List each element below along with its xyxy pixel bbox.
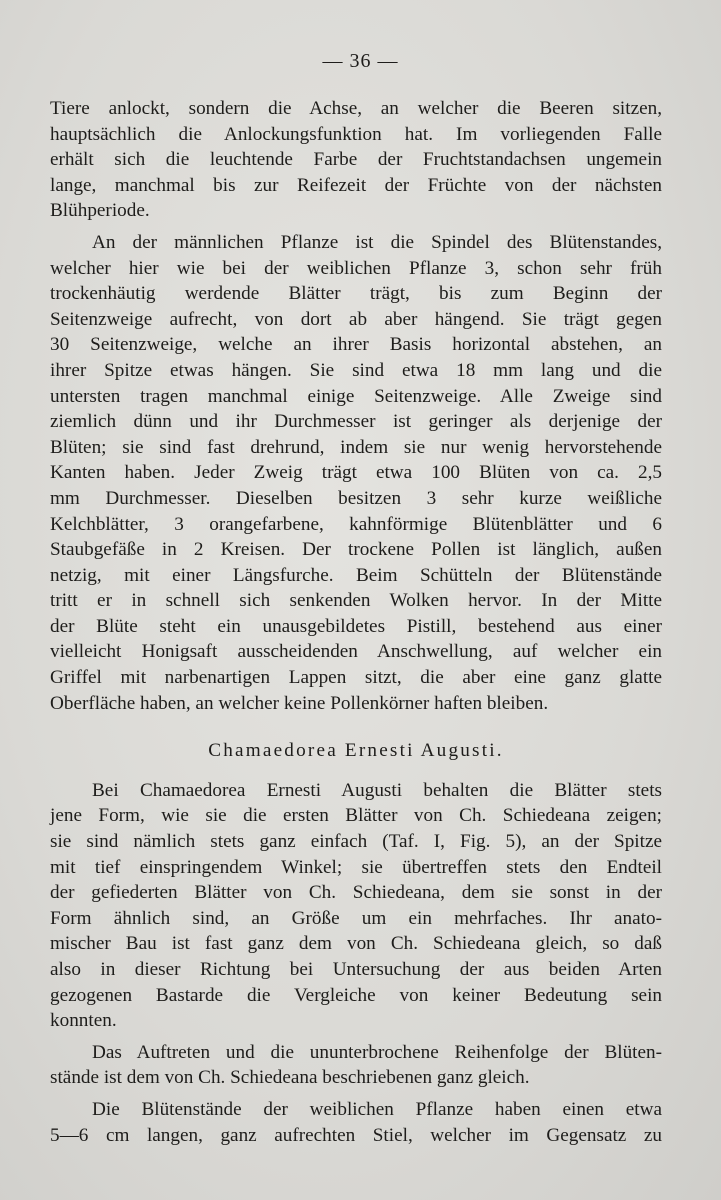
- text-line: erhält sich die leuchtende Farbe der Fruchtstandachsen ungemein: [50, 149, 662, 171]
- text-line: ziemlich dünn und ihr Durchmesser ist geringer als derjenige der: [50, 411, 662, 433]
- text-line: Form ähnlich sind, an Größe um ein mehrfaches. Ihr anato-: [50, 907, 662, 929]
- text-line: Griffel mit narbenartigen Lappen sitzt, die aber eine ganz glatte: [50, 667, 662, 689]
- text-line: trockenhäutig werdende Blätter trägt, bis zum Beginn der: [50, 283, 662, 305]
- text-line: Blühperiode.: [50, 200, 150, 222]
- text-line: untersten tragen manchmal einige Seitenzweige. Alle Zweige sind: [50, 385, 662, 407]
- text-line: Kanten haben. Jeder Zweig trägt etwa 100 Blüten von ca. 2,5: [50, 462, 662, 484]
- text-line: jene Form, wie sie die ersten Blätter von Ch. Schiedeana zeigen;: [50, 805, 662, 827]
- paragraph-p5: [50, 1097, 662, 1148]
- text-line: 5—6 cm langen, ganz aufrechten Stiel, welcher im Gegensatz zu: [50, 1124, 662, 1146]
- text-line: also in dieser Richtung bei Untersuchung der aus beiden Arten: [50, 959, 662, 980]
- text-line: Seitenzweige aufrecht, von dort ab aber hängend. Sie trägt gegen: [50, 308, 662, 330]
- text-line: stände ist dem von Ch. Schiedeana beschriebenen ganz gleich.: [50, 1067, 530, 1089]
- body-text: [50, 96, 662, 1148]
- text-line: mischer Bau ist fast ganz dem von Ch. Schiedeana gleich, so daß: [50, 933, 662, 955]
- paragraph-p3: [50, 778, 662, 1034]
- page-number: — 36 —: [322, 50, 399, 72]
- text-line: welcher hier wie bei der weiblichen Pflanze 3, schon sehr früh: [50, 257, 662, 279]
- text-line: Blüten; sie sind fast drehrund, indem sie nur wenig hervorstehende: [50, 436, 662, 458]
- paragraph-p2: [50, 230, 662, 716]
- text-line: vielleicht Honigsaft ausscheidenden Anschwellung, auf welcher ein: [50, 641, 662, 663]
- text-line: Kelchblätter, 3 orangefarbene, kahnförmige Blütenblätter und 6: [50, 513, 662, 535]
- text-line: der gefiederten Blätter von Ch. Schiedeana, dem sie sonst in der: [50, 882, 662, 904]
- text-line: Oberfläche haben, an welcher keine Pollenkörner haften bleiben.: [50, 692, 549, 714]
- text-line: mm Durchmesser. Dieselben besitzen 3 sehr kurze weißliche: [50, 487, 662, 509]
- text-line: ihrer Spitze etwas hängen. Sie sind etwa 18 mm lang und die: [50, 359, 662, 381]
- text-line: Bei Chamaedorea Ernesti Augusti behalten die Blätter stets: [92, 779, 662, 801]
- text-line: der Blüte steht ein unausgebildetes Pistill, bestehend aus einer: [50, 615, 662, 637]
- text-line: Staubgefäße in 2 Kreisen. Der trockene Pollen ist länglich, außen: [50, 539, 662, 561]
- text-line: Tiere anlockt, sondern die Achse, an welcher die Beeren sitzen,: [50, 98, 662, 119]
- text-line: mit tief einspringendem Winkel; sie übertreffen stets den Endteil: [50, 856, 662, 878]
- section-paragraphs: [50, 778, 662, 1148]
- text-line: hauptsächlich die Anlockungsfunktion hat. Im vorliegenden Falle: [50, 123, 662, 145]
- paragraph-p4: [50, 1040, 662, 1091]
- text-line: netzig, mit einer Längsfurche. Beim Schütteln der Blütenstände: [50, 564, 662, 586]
- text-line: konnten.: [50, 1010, 117, 1032]
- text-line: 30 Seitenzweige, welche an ihrer Basis horizontal abstehen, an: [50, 334, 662, 356]
- section-heading: Chamaedorea Ernesti Augusti.: [208, 740, 504, 762]
- paragraph-p1: [50, 96, 662, 224]
- text-line: An der männlichen Pflanze ist die Spindel des Blütenstandes,: [92, 231, 662, 253]
- text-line: gezogenen Bastarde die Vergleiche von keiner Bedeutung sein: [50, 984, 662, 1006]
- text-line: lange, manchmal bis zur Reifezeit der Früchte von der nächsten: [50, 174, 662, 196]
- text-line: Die Blütenstände der weiblichen Pflanze haben einen etwa: [92, 1098, 662, 1120]
- pre-section-paragraphs: [50, 96, 662, 716]
- text-line: tritt er in schnell sich senkenden Wolken hervor. In der Mitte: [50, 590, 662, 612]
- text-line: sie sind nämlich stets ganz einfach (Taf. I, Fig. 5), an der Spitze: [50, 831, 662, 853]
- text-line: Das Auftreten und die ununterbrochene Reihenfolge der Blüten-: [92, 1041, 662, 1063]
